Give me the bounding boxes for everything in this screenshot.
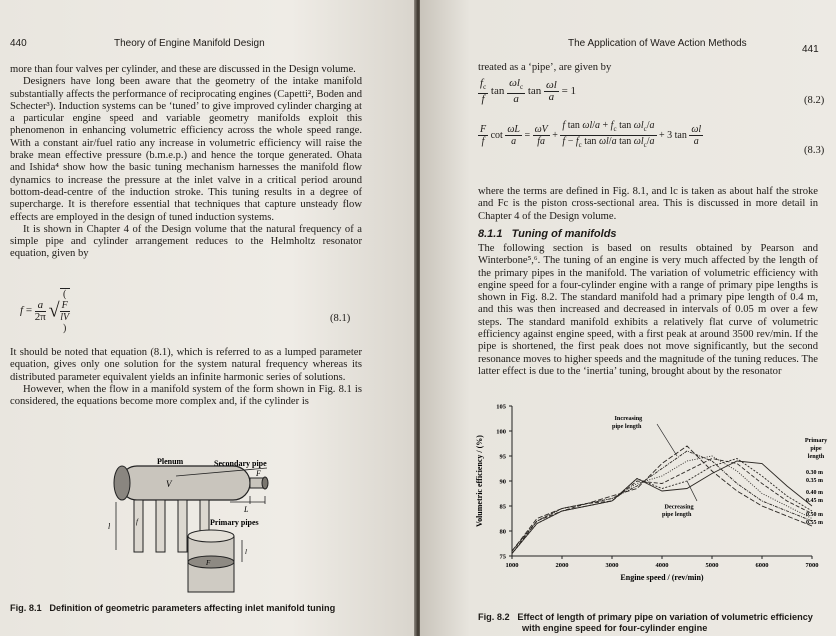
annotation-decreasing: pipe length (662, 511, 692, 518)
fig81-label-plenum: Plenum (157, 457, 184, 466)
x-tick-label: 6000 (755, 562, 769, 569)
paragraph: However, when the flow in a manifold system of the form shown in Fig. 8.1 is considered, the equations become more complex and, if the cylinder is (10, 383, 362, 408)
y-axis-label: Volumetric efficiency / (%) (475, 435, 484, 527)
legend-title: pipe (810, 445, 822, 452)
equation-number: (8.1) (330, 313, 351, 324)
fig81-label-secondary: Secondary pipe (214, 459, 267, 468)
right-running-head: The Application of Wave Action Methods (568, 38, 747, 49)
right-page-number: 441 (802, 44, 819, 55)
right-page (420, 0, 836, 636)
plenum-end (114, 466, 130, 500)
legend-entry: 0.45 m (806, 498, 823, 504)
y-tick-label: 80 (499, 528, 506, 536)
fig81-label-l-small: l (108, 522, 111, 531)
paragraph: It is shown in Chapter 4 of the Design volume that the natural frequency of a simple pipe and cylinder arrangement reduces to the Helmholtz resonator equation, given by (10, 223, 362, 260)
x-tick-label: 2000 (555, 562, 569, 569)
series-line (512, 461, 812, 554)
fig-8-2-caption (478, 612, 828, 634)
series-line (512, 446, 812, 551)
right-body-2: The following section is based on results obtained by Pearson and Winterbone⁵,⁶. The tuning of an engine is very much affected by the length of the primary pipes in the manifold. The variation of volumetric efficiency with engine speed for a four-cylinder engine with a range of primary pipe lengths is shown in Fig. 8.2. The standard manifold had a primary pipe length of 0.4 m, and this was then increased and decreased in intervals of 0.05 m over a few steps. The standard manifold exhibits a relatively flat curve of volumetric efficiency against engine speed, with a first peak at around 3500 rev/min. If the pipe is shortened, the first peak does not move significantly, but the second resonance moves to higher speeds and the magnitude of the tuning reduces. The latter effect is due to the ‘inertia’ tuning, brought about by the resonator (478, 243, 818, 377)
fig81-label-l: L (244, 505, 249, 514)
y-tick-label: 95 (499, 453, 506, 461)
caption-line-2: with engine speed for four-cylinder engine (522, 623, 708, 633)
x-tick-label: 1000 (505, 562, 519, 569)
left-running-head: Theory of Engine Manifold Design (114, 38, 265, 49)
equation-8-1: f = $\frac{a}{2\pi}$ √( F lV ) (20, 289, 70, 334)
series-line (512, 451, 812, 551)
y-tick-label: 105 (496, 403, 506, 411)
annotation-decreasing: Decreasing (664, 503, 694, 511)
intro-line: treated as a ‘pipe’, are given by (478, 62, 612, 73)
equation-number: (8.2) (804, 95, 825, 106)
series-line (512, 459, 812, 554)
equation-8-3: $\frac{F}{f}$ cot $\frac{\omega L}{a}$ = $\frac{\omega V}{fa}$ + $\frac{f \tan \omega l/a + f_c \tan \omega l_c/a}{f - f_c \tan \omega l/a \tan \omega l_c/a}$ + 3 tan $\frac{\omega l}{a}$ (480, 120, 702, 149)
annotation-arrow (687, 481, 697, 501)
fig-8-1-caption (10, 603, 335, 614)
equation-number: (8.3) (804, 145, 825, 156)
paragraph: more than four valves per cylinder, and these are discussed in the Design volume. (10, 64, 356, 75)
annotation-increasing: pipe length (612, 423, 642, 430)
left-body-mid (10, 347, 362, 408)
equation-8-2: $\frac{f_c}{f}$ tan $\frac{\omega l_c}{a}$ tan $\frac{\omega l}{a}$ = 1 (480, 77, 577, 106)
caption-text: Definition of geometric parameters affecting inlet manifold tuning (49, 603, 336, 613)
fig-8-1-diagram (60, 452, 300, 600)
paragraph: It should be noted that equation (8.1), which is referred to as a lumped parameter equation, gives only one solution for the system natural frequency whereas its distributed parameter equivalent yields an infinite harmonic series of solutions. (10, 347, 362, 383)
x-axis-label: Engine speed / (rev/min) (620, 573, 704, 582)
piston (188, 556, 234, 568)
x-tick-label: 5000 (705, 562, 719, 569)
fig81-label-v: V (166, 479, 172, 489)
fig81-label-primary: Primary pipes (210, 518, 259, 527)
legend-entry: 0.55 m (806, 520, 823, 526)
x-tick-label: 7000 (805, 562, 819, 569)
legend-entry: 0.50 m (806, 512, 823, 518)
right-body-1: where the terms are defined in Fig. 8.1, and lc is taken as about half the stroke and Fc is the piston cross-sectional area. This is discussed in more detail in Chapter 4 of the Design volume. (478, 186, 818, 222)
caption-line-1: Effect of length of primary pipe on variation of volumetric efficiency (517, 612, 813, 622)
fig-8-2-chart (470, 398, 830, 610)
caption-number: Fig. 8.2 (478, 612, 510, 622)
paragraph: Designers have long been aware that the geometry of the intake manifold substantially affects the performance of reciprocating engines (Capetti², Boden and Schecter³). Induction systems can be ‘tuned’ to give improved cylinder charging at a particular engine speed and variable geometry manifolds exploit this phenomenon in enhancing volumetric efficiency across the whole speed range. With a constant air/fuel ratio any increase in volumetric efficiency will raise the brake mean effective pressure (b.m.e.p.) and hence the torque generated. Ohata and Ishida⁴ show how the basic tuning mechanism harnesses the manifold flow dynamics to increase the pressure at the inlet valve in a critical period around bottom-dead-centre of the induction stroke. This tuning results in a degree of supercharge. It is therefore essential that techniques that capture unsteady flow effects are employed in the design of tuned induction systems. (10, 76, 362, 223)
caption-number: Fig. 8.1 (10, 603, 42, 613)
section-number: 8.1.1 (478, 228, 503, 240)
legend-entry: 0.40 m (806, 490, 823, 496)
fig81-label-f-small: f (136, 518, 138, 526)
y-tick-label: 75 (499, 553, 506, 561)
section-heading (478, 228, 617, 240)
legend-title: length (807, 453, 825, 460)
fig81-label-lc: l (245, 548, 247, 556)
section-title: Tuning of manifolds (511, 228, 617, 240)
series-line (512, 456, 812, 551)
series-line (512, 459, 812, 554)
y-tick-label: 90 (499, 478, 506, 486)
y-tick-label: 100 (496, 428, 506, 436)
fig81-label-f: F (256, 469, 261, 478)
y-tick-label: 85 (499, 503, 506, 511)
annotation-arrow (657, 424, 677, 456)
legend-entry: 0.35 m (806, 478, 823, 484)
left-page-number: 440 (10, 38, 27, 49)
left-body-top (10, 64, 362, 261)
x-tick-label: 3000 (605, 562, 619, 569)
legend-entry: 0.30 m (806, 470, 823, 476)
annotation-increasing: Increasing (614, 415, 643, 422)
legend-title: Primary (804, 437, 828, 444)
x-tick-label: 4000 (655, 562, 669, 569)
left-page (0, 0, 416, 636)
fig81-label-fc: F (206, 559, 211, 567)
